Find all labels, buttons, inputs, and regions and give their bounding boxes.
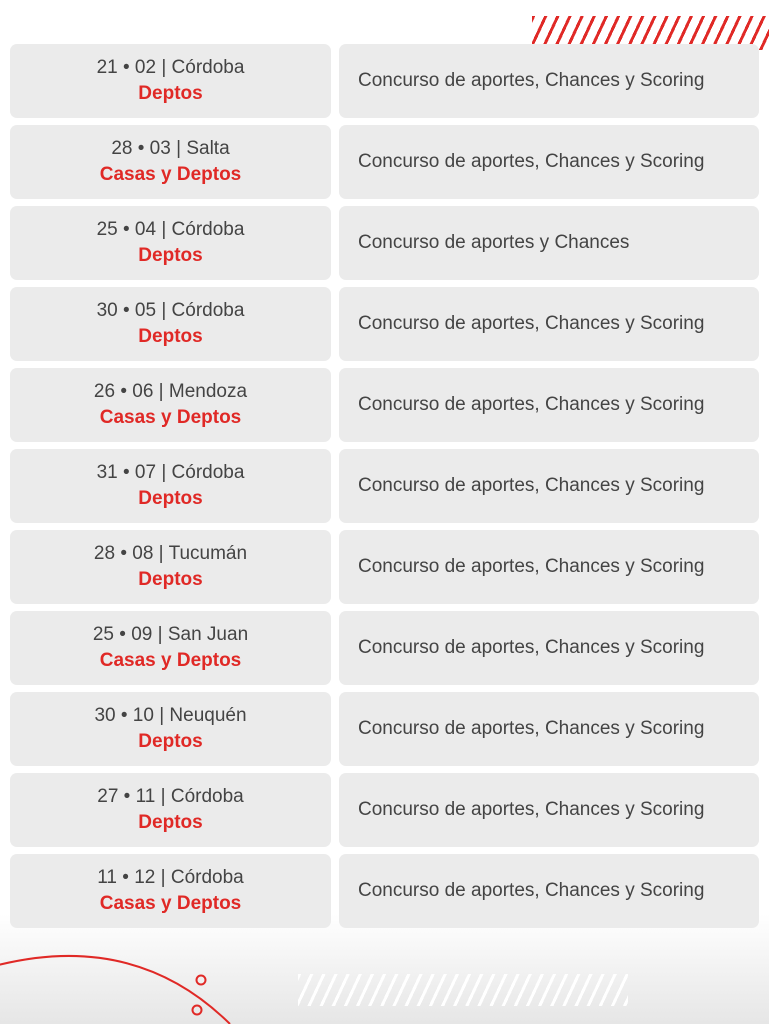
schedule-description-cell (339, 125, 759, 199)
schedule-date-cell (10, 44, 331, 118)
event-date: 27 • 11 (97, 786, 156, 807)
event-description: Concurso de aportes y Chances (358, 232, 630, 253)
date-city-line: 30 • 10 | Neuquén (94, 705, 247, 726)
schedule-date-cell (10, 773, 331, 847)
schedule-description-cell (339, 206, 759, 280)
event-date: 26 • 06 (93, 381, 154, 402)
event-description: Concurso de aportes, Chances y Scoring (358, 718, 705, 739)
date-city-line: 31 • 07 | Córdoba (96, 462, 245, 483)
event-category: Deptos (138, 245, 203, 266)
event-description: Concurso de aportes, Chances y Scoring (358, 313, 705, 334)
date-city-line: 25 • 04 | Córdoba (96, 219, 245, 240)
schedule-row (10, 854, 759, 928)
event-date: 25 • 04 (96, 219, 157, 240)
schedule-date-cell (10, 449, 331, 523)
schedule-description-cell (339, 611, 759, 685)
event-date: 25 • 09 (92, 624, 153, 645)
schedule-description-cell (339, 368, 759, 442)
date-city-line: 26 • 06 | Mendoza (93, 381, 248, 402)
schedule-row (10, 773, 759, 847)
schedule-date-cell (10, 287, 331, 361)
schedule-description-cell (339, 287, 759, 361)
schedule-row (10, 611, 759, 685)
schedule-description-cell (339, 44, 759, 118)
event-description: Concurso de aportes, Chances y Scoring (358, 475, 705, 496)
event-date: 28 • 08 (93, 543, 154, 564)
schedule-row (10, 692, 759, 766)
event-city: San Juan (167, 624, 249, 645)
event-description: Concurso de aportes, Chances y Scoring (358, 556, 705, 577)
event-category: Deptos (138, 488, 203, 509)
schedule-description-cell (339, 773, 759, 847)
event-category: Casas y Deptos (99, 407, 242, 428)
date-city-line: 30 • 05 | Córdoba (96, 300, 245, 321)
event-description: Concurso de aportes, Chances y Scoring (358, 394, 705, 415)
date-city-line: 21 • 02 | Córdoba (96, 57, 245, 78)
event-category: Casas y Deptos (99, 650, 242, 671)
schedule-date-cell (10, 368, 331, 442)
event-city: Córdoba (171, 57, 245, 78)
schedule-description-cell (339, 449, 759, 523)
event-city: Córdoba (171, 219, 245, 240)
schedule-description-cell (339, 692, 759, 766)
event-description: Concurso de aportes, Chances y Scoring (358, 151, 705, 172)
schedule-date-cell (10, 206, 331, 280)
event-category: Deptos (138, 731, 203, 752)
event-city: Córdoba (170, 867, 244, 888)
schedule-description-cell (339, 530, 759, 604)
schedule-date-cell (10, 530, 331, 604)
schedule-date-cell (10, 854, 331, 928)
schedule-date-cell (10, 125, 331, 199)
date-city-line: 25 • 09 | San Juan (92, 624, 249, 645)
schedule-date-cell (10, 611, 331, 685)
schedule-row (10, 206, 759, 280)
schedule-description-cell (339, 854, 759, 928)
schedule-list (10, 44, 759, 935)
event-description: Concurso de aportes, Chances y Scoring (358, 70, 705, 91)
event-city: Neuquén (169, 705, 247, 726)
event-category: Deptos (138, 569, 203, 590)
event-category: Deptos (138, 83, 203, 104)
event-category: Deptos (138, 326, 203, 347)
schedule-row (10, 368, 759, 442)
event-category: Casas y Deptos (99, 164, 242, 185)
schedule-row (10, 530, 759, 604)
date-city-line: 27 • 11 | Córdoba (97, 786, 244, 807)
event-city: Córdoba (171, 300, 245, 321)
circle-arc-decoration (0, 930, 260, 1024)
event-date: 11 • 12 (97, 867, 156, 888)
schedule-row (10, 449, 759, 523)
event-date: 30 • 10 (94, 705, 154, 726)
event-city: Córdoba (170, 786, 244, 807)
event-description: Concurso de aportes, Chances y Scoring (358, 880, 705, 901)
event-category: Casas y Deptos (99, 893, 242, 914)
event-date: 31 • 07 (96, 462, 157, 483)
event-category: Deptos (138, 812, 203, 833)
event-date: 30 • 05 (96, 300, 157, 321)
event-date: 28 • 03 (111, 138, 171, 159)
schedule-row (10, 125, 759, 199)
event-description: Concurso de aportes, Chances y Scoring (358, 637, 705, 658)
event-city: Córdoba (171, 462, 245, 483)
schedule-row (10, 287, 759, 361)
event-description: Concurso de aportes, Chances y Scoring (358, 799, 705, 820)
schedule-date-cell (10, 692, 331, 766)
event-city: Salta (186, 138, 230, 159)
event-city: Mendoza (168, 381, 248, 402)
date-city-line: 28 • 03 | Salta (111, 138, 230, 159)
bottom-stripe-decoration (298, 974, 628, 1006)
schedule-row (10, 44, 759, 118)
date-city-line: 28 • 08 | Tucumán (93, 543, 248, 564)
date-city-line: 11 • 12 | Córdoba (97, 867, 244, 888)
event-date: 21 • 02 (96, 57, 157, 78)
event-city: Tucumán (168, 543, 248, 564)
